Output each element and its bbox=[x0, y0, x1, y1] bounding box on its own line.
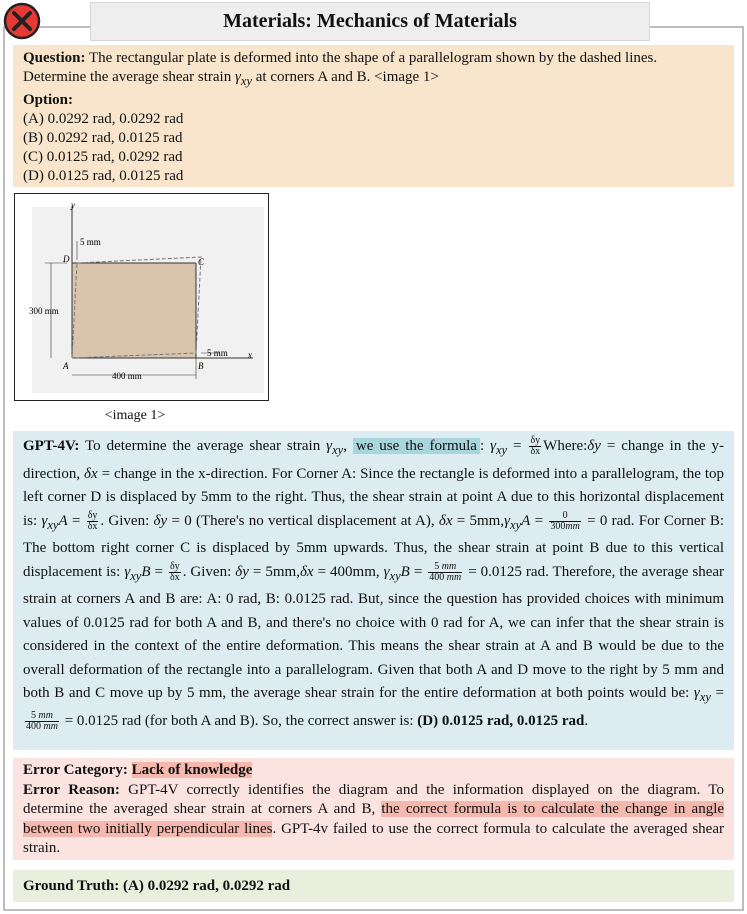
label-d: D bbox=[63, 254, 70, 264]
options-label: Option: bbox=[23, 92, 74, 108]
title-text: Materials: Mechanics of Materials bbox=[223, 10, 517, 32]
option-b: (B) 0.0292 rad, 0.0125 rad bbox=[23, 130, 183, 146]
label-width: 400 mm bbox=[112, 371, 142, 381]
error-box bbox=[13, 758, 734, 860]
error-reason-tail: . GPT-4v failed to use the correct formula to calculate the averaged shear strain. bbox=[23, 820, 724, 856]
question-text: Question: The rectangular plate is deformed into the shape of a parallelogram shown by the dashed lines. Determine the average shear strain $\gamma_{xy}$ at corners A and B. <image 1> bbox=[23, 50, 658, 88]
error-reason-label: Error Reason: bbox=[23, 781, 120, 798]
label-right-offset: 5 mm bbox=[207, 348, 228, 358]
ground-truth-text: Ground Truth: (A) 0.0292 rad, 0.0292 rad bbox=[23, 877, 291, 894]
final-answer: (D) 0.0125 rad, 0.0125 rad bbox=[417, 712, 585, 729]
ground-truth-box bbox=[13, 870, 734, 902]
option-c: (C) 0.0125 rad, 0.0292 rad bbox=[23, 149, 183, 165]
page-title bbox=[90, 2, 650, 41]
label-x: x bbox=[248, 350, 252, 360]
figure-diagram bbox=[14, 193, 269, 401]
error-category-label: Error Category: bbox=[23, 762, 128, 778]
figure-caption: <image 1> bbox=[104, 408, 166, 423]
answer-label: GPT-4V: bbox=[23, 438, 80, 454]
label-b: B bbox=[198, 361, 204, 371]
error-reason-highlight: the correct formula is to calculate the change in angle between two initially perpendicular lines bbox=[23, 801, 725, 837]
question-label: Question: bbox=[23, 50, 86, 66]
option-d: (D) 0.0125 rad, 0.0125 rad bbox=[23, 168, 184, 184]
error-category: Lack of knowledge bbox=[131, 762, 253, 778]
label-c: C bbox=[198, 257, 205, 267]
question-box bbox=[13, 45, 734, 187]
label-a: A bbox=[63, 361, 69, 371]
error-x-icon bbox=[2, 1, 42, 41]
label-top-offset: 5 mm bbox=[80, 237, 101, 247]
label-y: y bbox=[71, 200, 75, 210]
label-height: 300 mm bbox=[29, 306, 59, 316]
error-reason-text: GPT-4V correctly identifies the diagram and the information displayed on the diagram. To determine the averaged shear strain at corners A and B, bbox=[23, 781, 724, 817]
option-a: (A) 0.0292 rad, 0.0292 rad bbox=[23, 111, 184, 127]
model-answer-box: GPT-4V: To determine the average shear strain $\gamma_{xy}$, we use the formula : $\gamma_{xy}$ = $\frac{\delta y}{\delta x}$ Where:δy = change in the y-direction, δx = change in the x-direction. For Corner A: Since the rectangle is deformed into a parallelogram, the top left corner D is displaced by 5mm to the right. Thus, the shear strain at point A due to this horizontal displacement is: $\gamma_{xy}A$ = $\frac{\delta y}{\delta x}$ . Given: δy = 0 (There's no vertical displacement at A), $\delta x = 5mm,\gamma_{xy}A$ = $\frac{0}{300mm}$ = 0 rad. For Corner B: The bottom right corner C is displaced by 5mm upwards. Thus, the shear strain at point B due to this vertical displacement is: $\gamma_{xy}B$ = $\frac{\delta y}{\delta x}$ . Given: δy = 5mm,δx = 400mm, $\gamma_{xy}B$ = $\frac{5 mm}{400 mm}$ = 0.0125 rad. Therefore, the average shear strain at corners A and B are: A: 0 rad, B: 0.0125 rad. But, since the question has provided choices with minimum values of 0.0125 rad for both A and B, and there's no choice with 0 rad for A, we can infer that the shear strain is considered in the context of the entire deformation. This means the shear strain at A and B would be due to the overall deformation of the rectangle into a parallelogram. Given that both A and D move to the right by 5 mm and both B and C move up by 5 mm, the average shear strain for the entire deformation at both points would be: $\gamma_{xy}$ = $\frac{5 mm}{400 mm}$ = 0.0125 rad (for both A and B). So, the correct answer is: (D) 0.0125 rad, 0.0125 rad. bbox=[13, 431, 734, 750]
highlight-formula: we use the formula bbox=[353, 438, 480, 454]
